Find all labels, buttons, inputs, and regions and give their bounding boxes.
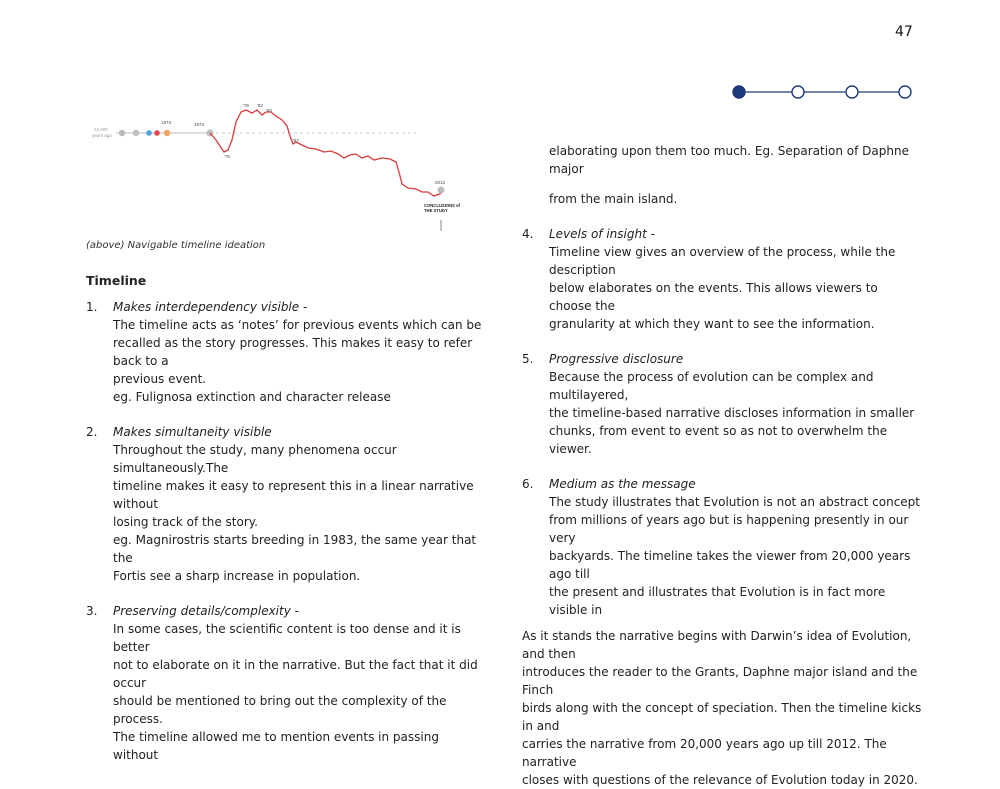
progress-step-3 bbox=[846, 86, 858, 98]
section-heading: Timeline bbox=[86, 273, 147, 288]
item-line: eg. Magnirostris starts breeding in 1983, the same year that the bbox=[113, 533, 477, 565]
item-line: Timeline view gives an overview of the process, while the description bbox=[549, 245, 896, 277]
list-item bbox=[86, 298, 486, 406]
figure-start-label: 22,000 bbox=[94, 127, 108, 132]
list-item bbox=[522, 225, 922, 333]
item-line: should be mentioned to bring out the complexity of the process. bbox=[113, 694, 447, 726]
item-line: from the main island. bbox=[549, 192, 678, 206]
progress-step-4 bbox=[899, 86, 911, 98]
item-line: Because the process of evolution can be complex and multilayered, bbox=[549, 370, 874, 402]
item-line: recalled as the story progresses. This makes it easy to refer back to a bbox=[113, 336, 473, 368]
year-label: 1973 bbox=[194, 122, 205, 127]
item-line: timeline makes it easy to represent this in a linear narrative without bbox=[113, 479, 474, 511]
item-line: from millions of years ago but is happening presently in our very bbox=[549, 513, 909, 545]
timeline-dot bbox=[154, 130, 160, 136]
page-number: 47 bbox=[895, 24, 913, 40]
item-line: previous event. bbox=[113, 372, 207, 386]
item-title: Medium as the message bbox=[549, 477, 696, 491]
population-line bbox=[210, 110, 444, 196]
left-column bbox=[86, 272, 486, 781]
item-line: below elaborates on the events. This allows viewers to choose the bbox=[549, 281, 878, 313]
item-title: Preserving details/complexity - bbox=[113, 604, 299, 618]
item-line: backyards. The timeline takes the viewer from 20,000 years ago till bbox=[549, 549, 911, 581]
year-label: 2012 bbox=[435, 180, 446, 185]
paragraph-line: closes with questions of the relevance of Evolution today in 2020. bbox=[522, 773, 918, 787]
item-line: the present and illustrates that Evolution is in fact more visible in bbox=[549, 585, 886, 617]
item-title: Progressive disclosure bbox=[549, 352, 684, 366]
timeline-dot bbox=[119, 130, 125, 136]
timeline-dot bbox=[438, 187, 445, 194]
timeline-dot bbox=[164, 130, 170, 136]
item-line: In some cases, the scientific content is too dense and it is better bbox=[113, 622, 461, 654]
paragraph-line: birds along with the concept of speciation. Then the timeline kicks in and bbox=[522, 701, 922, 733]
item-title: Makes simultaneity visible bbox=[113, 425, 272, 439]
progress-step-2 bbox=[792, 86, 804, 98]
figure-end-label: THE STUDY bbox=[424, 208, 448, 213]
item-number: 2. bbox=[86, 425, 98, 439]
closing-paragraph bbox=[522, 627, 922, 789]
item-number: 4. bbox=[522, 227, 534, 241]
item-title: Makes interdependency visible - bbox=[113, 300, 308, 314]
figure-end-label: CONCLUSIONS of bbox=[424, 203, 461, 208]
timeline-dot bbox=[146, 130, 152, 136]
item-line: granularity at which they want to see the information. bbox=[549, 317, 875, 331]
item-line: losing track of the story. bbox=[113, 515, 258, 529]
item-line: Throughout the study, many phenomena occur simultaneously.The bbox=[113, 443, 397, 475]
list-item bbox=[522, 475, 922, 619]
item-line: the timeline-based narrative discloses information in smaller bbox=[549, 406, 915, 420]
progress-indicator bbox=[730, 84, 915, 100]
item-number: 1. bbox=[86, 300, 98, 314]
item-line: The timeline allowed me to mention events in passing without bbox=[113, 730, 439, 762]
item-continuation bbox=[522, 142, 922, 208]
item-line: The timeline acts as ‘notes’ for previous events which can be bbox=[113, 318, 482, 332]
paragraph-line: carries the narrative from 20,000 years ago up till 2012. The narrative bbox=[522, 737, 887, 769]
timeline-ideation-figure bbox=[86, 100, 476, 236]
item-line: chunks, from event to event so as not to overwhelm the viewer. bbox=[549, 424, 888, 456]
progress-step-1 bbox=[733, 86, 745, 98]
figure-caption: (above) Navigable timeline ideation bbox=[86, 240, 266, 251]
item-line: The study illustrates that Evolution is not an abstract concept bbox=[549, 495, 921, 509]
paragraph-line: introduces the reader to the Grants, Daphne major island and the Finch bbox=[522, 665, 918, 697]
timeline-dot bbox=[133, 130, 139, 136]
item-line: Fortis see a sharp increase in population. bbox=[113, 569, 361, 583]
year-label: '79 bbox=[243, 103, 249, 108]
item-line: elaborating upon them too much. Eg. Separation of Daphne major bbox=[549, 144, 909, 176]
item-number: 6. bbox=[522, 477, 534, 491]
list-item bbox=[86, 423, 486, 585]
item-number: 5. bbox=[522, 352, 534, 366]
item-line: eg. Fulignosa extinction and character release bbox=[113, 390, 391, 404]
list-item bbox=[86, 602, 486, 764]
right-column bbox=[522, 130, 922, 789]
year-label: '76 bbox=[224, 154, 230, 159]
item-line: not to elaborate on it in the narrative. But the fact that it did occur bbox=[113, 658, 478, 690]
year-label: '87 bbox=[293, 138, 299, 143]
svg-text:years ago: years ago bbox=[92, 133, 112, 138]
year-label: '82 bbox=[257, 103, 263, 108]
item-number: 3. bbox=[86, 604, 98, 618]
year-label: '83 bbox=[266, 108, 272, 113]
item-title: Levels of insight - bbox=[549, 227, 655, 241]
list-item bbox=[522, 350, 922, 458]
paragraph-line: As it stands the narrative begins with Darwin’s idea of Evolution, and then bbox=[522, 629, 912, 661]
year-label: 1973 bbox=[161, 120, 172, 125]
